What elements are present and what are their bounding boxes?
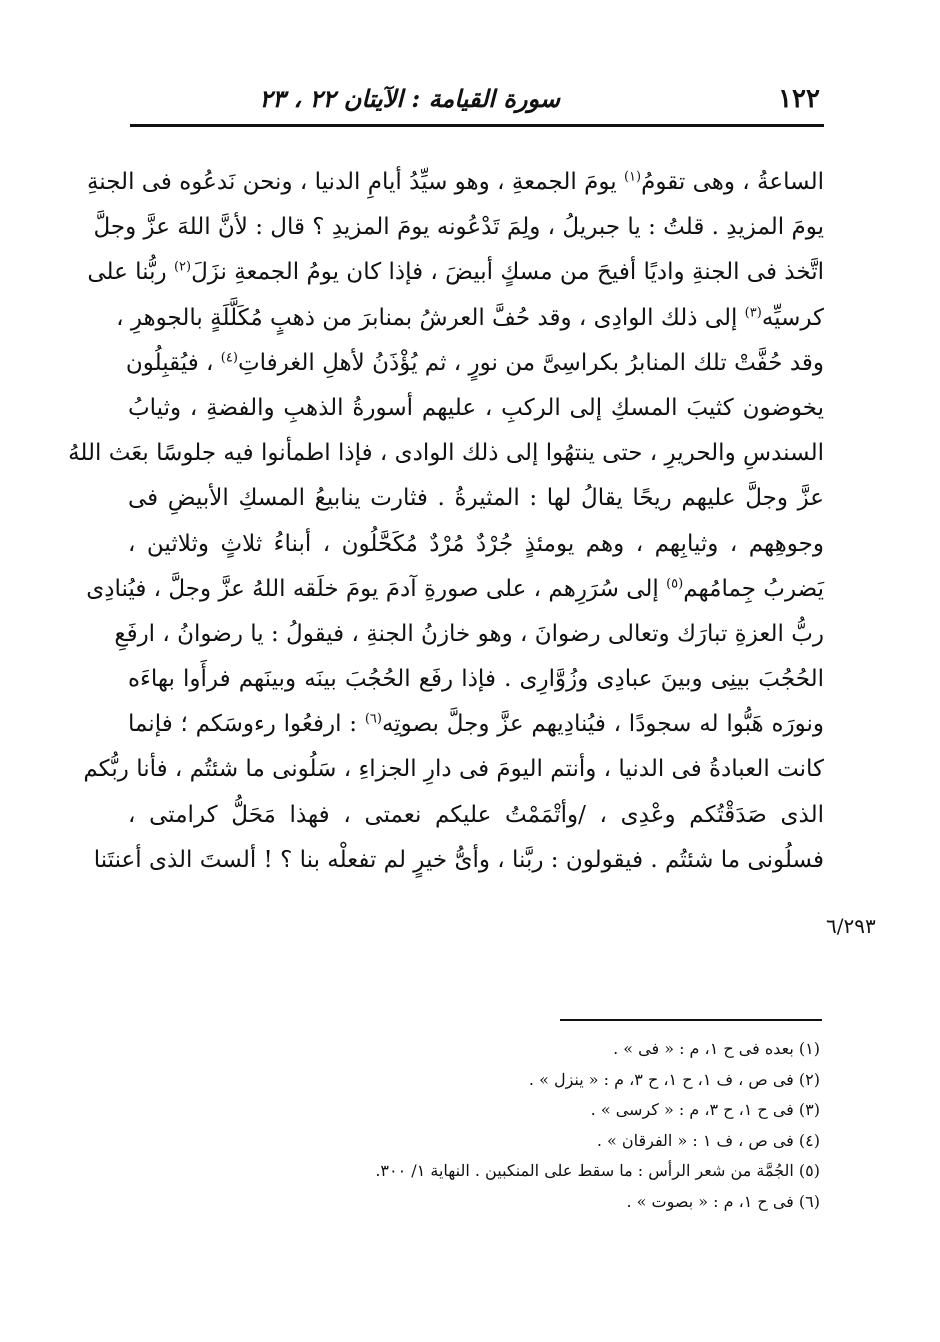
- text-line: وجوهِهم ، وثيابِهم ، وهم يومئذٍ جُرْدٌ مُرْدٌ مُكَحَّلُون ، أبناءُ ثلاثٍ وثلاثين ،: [128, 530, 824, 557]
- text-line: ونورَه هَبُّوا له سجودًا ، فيُنادِيهم عزَّ وجلَّ بصوتِه$^{(٦)}$ : ارفعُوا رءوسَكم ؛ فإنما: [128, 711, 824, 738]
- page-number: ١٢٢: [778, 84, 820, 114]
- footnote: (١) بعده فى ح ١، م : « فى » .: [613, 1039, 820, 1058]
- text-line: وقد حُفَّتْ تلك المنابرُ بكراسِىَّ من نورٍ ، ثم يُؤْذَنُ لأهلِ الغرفاتِ$^{(٤)}$ ، فيُقبِلُون: [125, 349, 824, 376]
- footnote-rule: [560, 1019, 822, 1021]
- footnote-marker: (٥): [666, 576, 684, 592]
- text-line: السندسِ والحريرِ ، حتى ينتهُوا إلى ذلك الوادى ، فإذا اطمأنوا فيه جلوسًا بعَث اللهُ: [68, 440, 824, 467]
- footnote-marker: (٤): [220, 350, 238, 366]
- header-rule: [130, 124, 824, 127]
- footnote-marker: (١): [623, 169, 642, 185]
- footnote: (٢) فى ص ، ف ١، ح ١، ح ٣، م : « ينزل » .: [528, 1069, 820, 1089]
- text-line: فسلُونى ما شئتُم . فيقولون : ربَّنا ، وأىُّ خيرٍ لم تفعلْه بنا ؟ ! ألستَ الذى أعنتَنا: [93, 846, 824, 873]
- footnote-marker: (٦): [364, 711, 382, 727]
- footnote: (٦) فى ح ١، م : « بصوت » .: [626, 1191, 820, 1211]
- footnote: (٤) فى ص ، ف ١ : « الفرقان » .: [596, 1130, 820, 1150]
- footnotes: [200, 1034, 820, 1217]
- text-line: يَضربُ جِمامُهم$^{(٥)}$ إلى سُرَرِهم ، على صورةِ آدمَ يومَ خلَقه اللهُ عزَّ وجلَّ ، فيُنادِى: [86, 575, 824, 602]
- footnote-marker: (٣): [744, 304, 762, 320]
- footnote: (٣) فى ح ١، ح ٣، م : « كرسى » .: [590, 1100, 820, 1119]
- text-line: اتَّخذ فى الجنةِ واديًا أفيحَ من مسكٍ أبيضَ ، فإذا كان يومُ الجمعةِ نزَلَ$^{(٢)}$ ربُّنا على: [87, 259, 824, 286]
- footnote-marker: (٢): [173, 259, 192, 275]
- text-line: كانت العبادةُ فى الدنيا ، وأنتم اليومَ فى دارِ الجزاءِ ، سَلُونى ما شئتُم ، فأنا ربُّكم: [83, 756, 824, 783]
- running-title: سورة القيامة : الآيتان ٢٢ ، ٢٣: [259, 84, 560, 113]
- text-line: ربُّ العزةِ تبارَك وتعالى رضوانَ ، وهو خازنُ الجنةِ ، فيقولُ : يا رضوانُ ، ارفَعِ: [114, 620, 824, 647]
- margin-reference: ٦/٢٩٣: [826, 914, 876, 938]
- text-line: عزَّ وجلَّ عليهم ريحًا يقالُ لها : المثيرةُ . فثارت ينابيعُ المسكِ الأبيضِ فى: [128, 485, 824, 512]
- text-line: يخوضون كثيبَ المسكِ إلى الركبِ ، عليهم أسورةُ الذهبِ والفضةِ ، وثيابُ: [128, 394, 824, 421]
- text-line: كرسيِّه$^{(٣)}$ إلى ذلك الوادِى ، وقد حُفَّ العرشُ بمنابرَ من ذهبٍ مُكَلَّلَةٍ بالجوهرِ ،: [116, 304, 824, 331]
- text-line: الحُجُبَ بينِى وبينَ عبادِى وزُوَّارِى . فإذا رفَع الحُجُبَ بينَه وبينَهم فرأَوا بهاءَه: [128, 666, 824, 693]
- text-line: الذى صَدَقْتُكم وعْدِى ، /وأتْمَمْتُ عليكم نعمتى ، فهذا مَحَلُّ كرامتى ،: [128, 801, 824, 828]
- footnote: (٥) الجُمَّة من شعر الرأس : ما سقط على المنكبين . النهاية ١/ ٣٠٠.: [375, 1161, 820, 1180]
- body-text: [68, 160, 824, 883]
- page-header: [130, 84, 820, 118]
- text-line: الساعةُ ، وهى تقومُ$^{(١)}$ يومَ الجمعةِ ، وهو سيِّدُ أيامِ الدنيا ، ونحن نَدعُوه فى الجنةِ: [86, 169, 824, 195]
- text-line: يومَ المزيدِ . قلتُ : يا جبريلُ ، ولِمَ تَدْعُونه يومَ المزيدِ ؟ قال : لأنَّ اللهَ عزَّ وجلَّ: [93, 214, 824, 241]
